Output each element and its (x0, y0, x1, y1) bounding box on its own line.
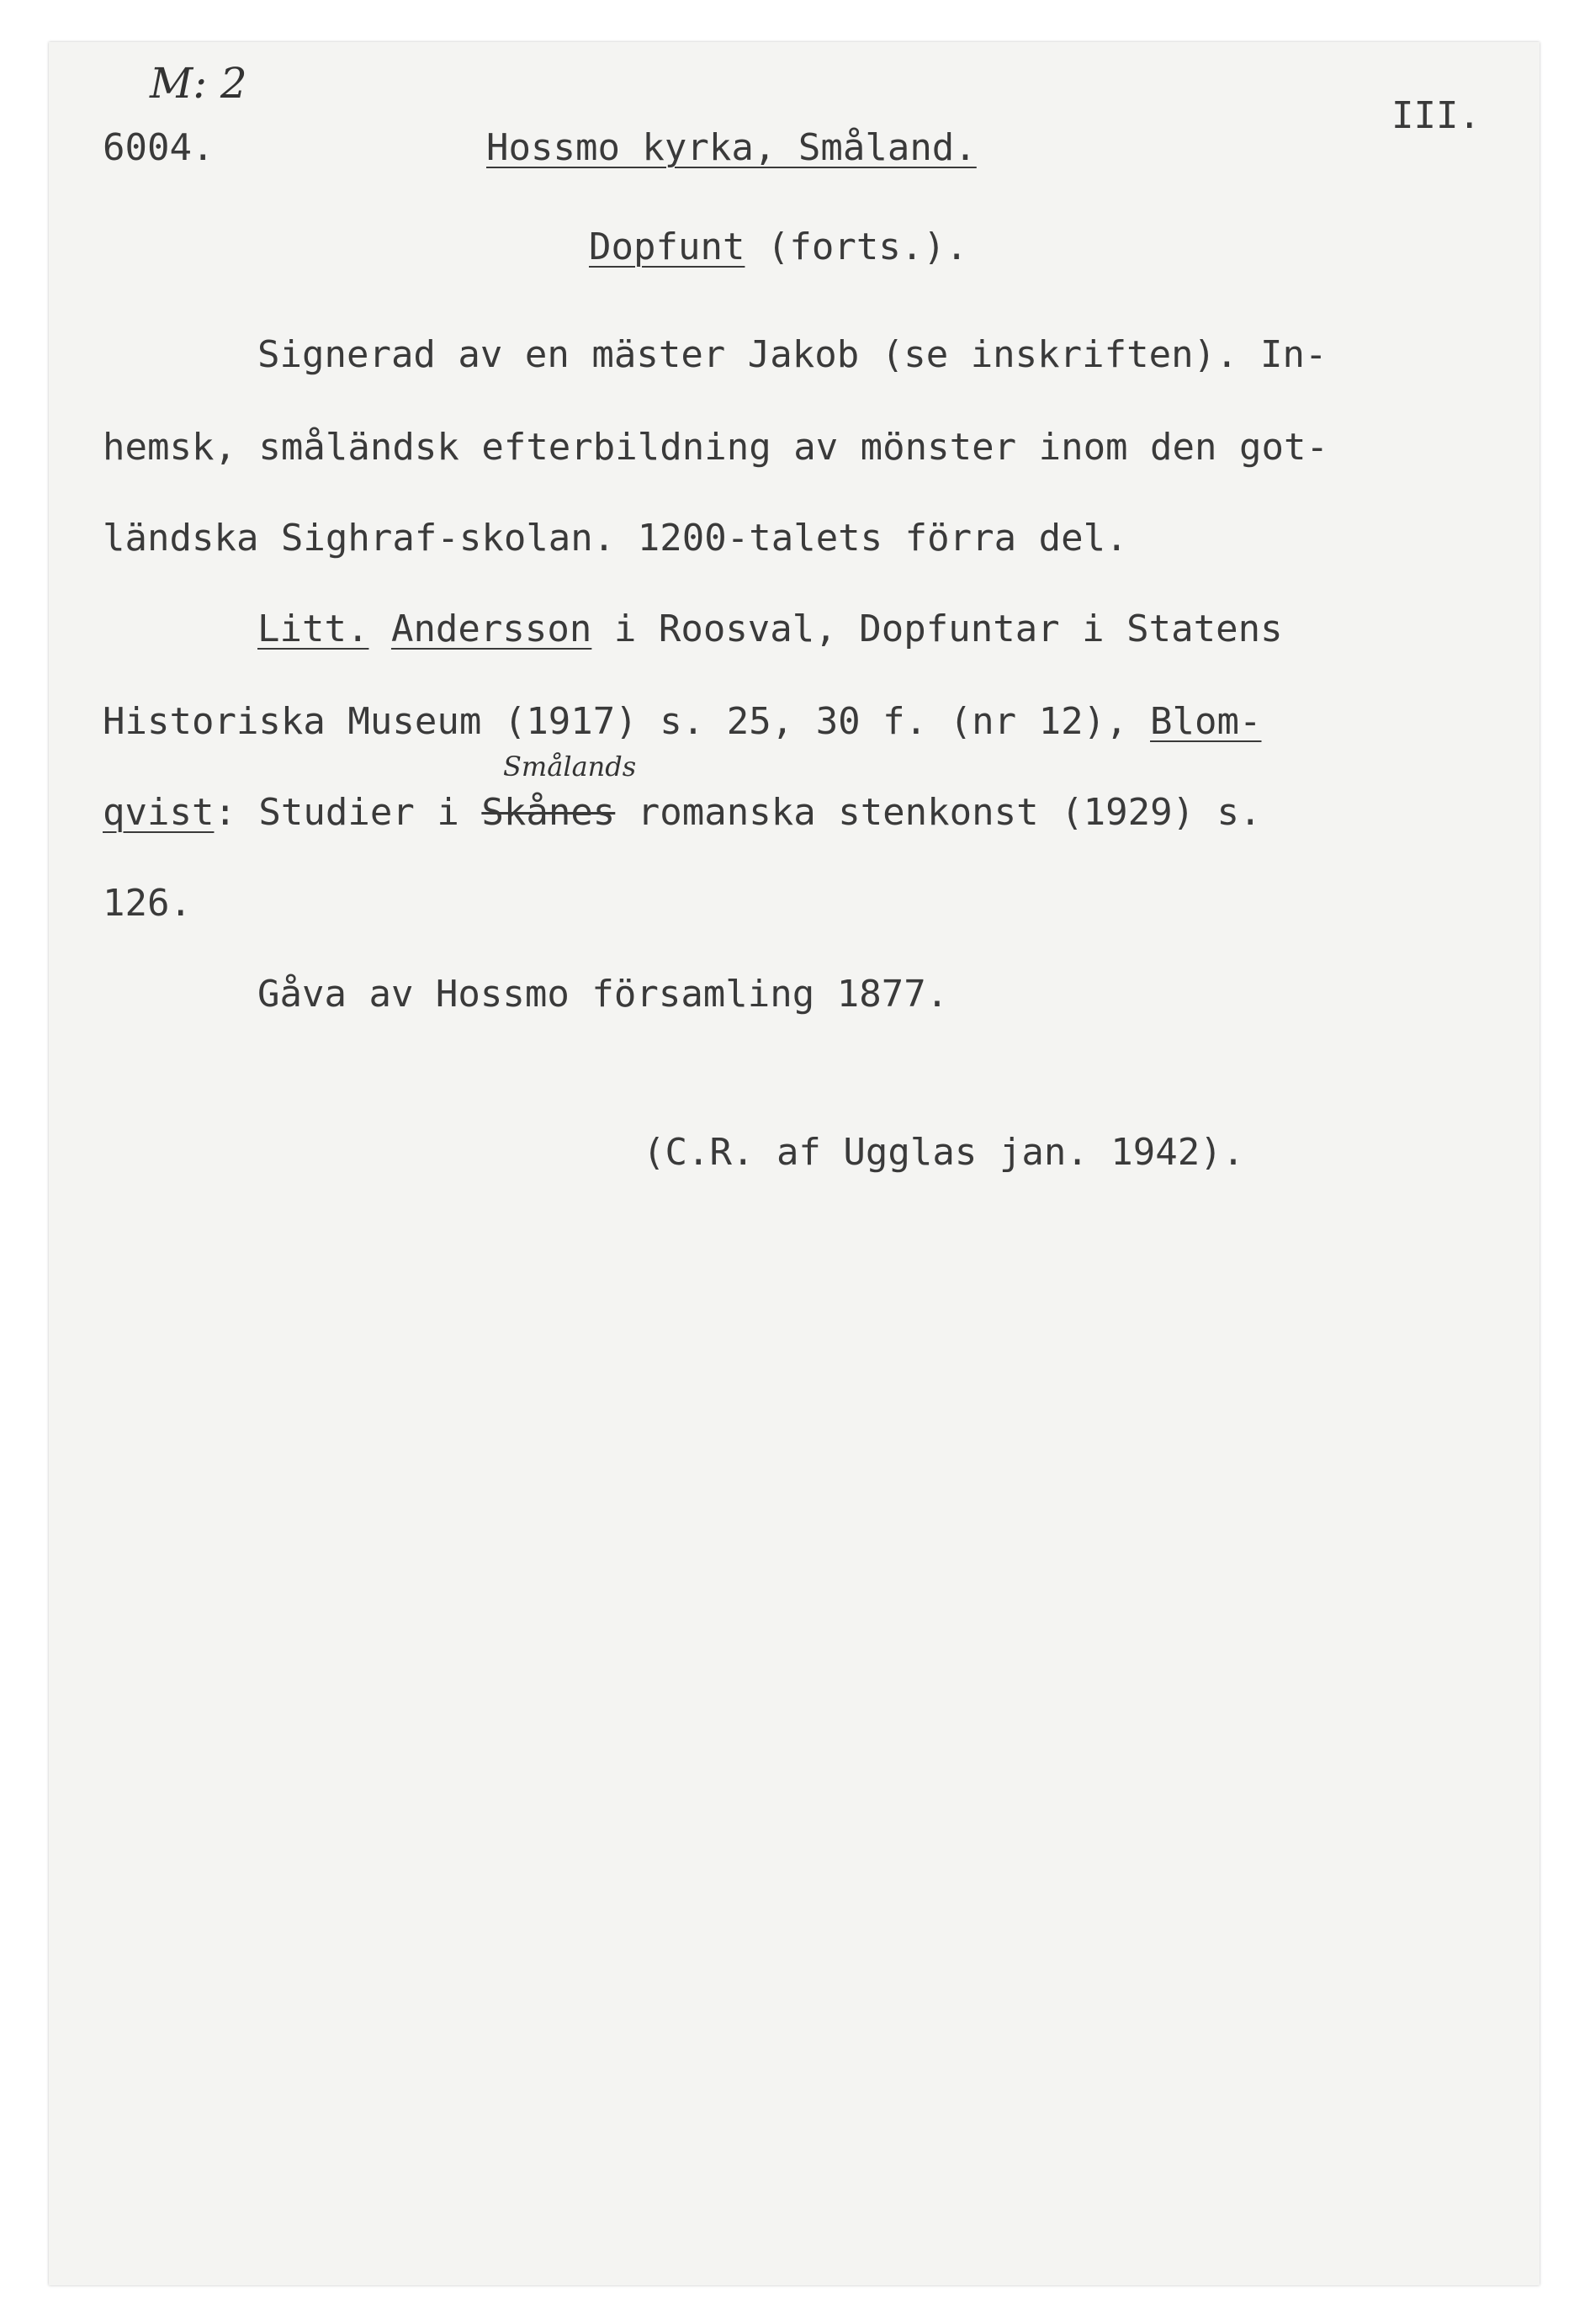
literature-line1-rest: i Roosval, Dopfuntar i Statens (591, 608, 1283, 650)
literature-author2-part1: Blom- (1150, 700, 1262, 743)
handwritten-code: M: 2 (150, 59, 247, 108)
paragraph1-line1: Signerad av en mäster Jakob (se inskriften). In- (257, 333, 1328, 376)
literature-label: Litt. (257, 608, 369, 650)
subtitle-rest: (forts.). (745, 226, 968, 268)
page-number: III. (1391, 94, 1481, 137)
literature-line1 (257, 608, 1283, 650)
catalog-number: 6004. (103, 126, 215, 169)
subtitle-underlined: Dopfunt (589, 226, 745, 268)
author-signature: (C.R. af Ugglas jan. 1942). (643, 1131, 1245, 1174)
handwritten-correction: Smålands (503, 751, 637, 783)
literature-author1: Andersson (390, 608, 592, 650)
paragraph1-line2: hemsk, småländsk efterbildning av mönster inom den got- (103, 426, 1328, 469)
card-title: Hossmo kyrka, Småland. (486, 126, 977, 169)
gift-note: Gåva av Hossmo församling 1877. (257, 973, 949, 1016)
card-subtitle (589, 226, 968, 268)
paragraph1-line3: ländska Sighraf-skolan. 1200-talets förra del. (103, 517, 1128, 560)
literature-line3 (103, 791, 1262, 834)
literature-line2-start: Historiska Museum (1917) s. 25, 30 f. (nr 12), (103, 700, 1151, 743)
literature-line2 (103, 700, 1262, 743)
literature-author2-part2: qvist (103, 791, 215, 834)
struck-word: Skånes (481, 791, 616, 834)
literature-line4: 126. (103, 882, 192, 925)
literature-line3-a: : Studier i (214, 791, 482, 834)
catalog-card (49, 42, 1540, 2285)
literature-line3-b: romanska stenkonst (1929) s. (615, 791, 1262, 834)
